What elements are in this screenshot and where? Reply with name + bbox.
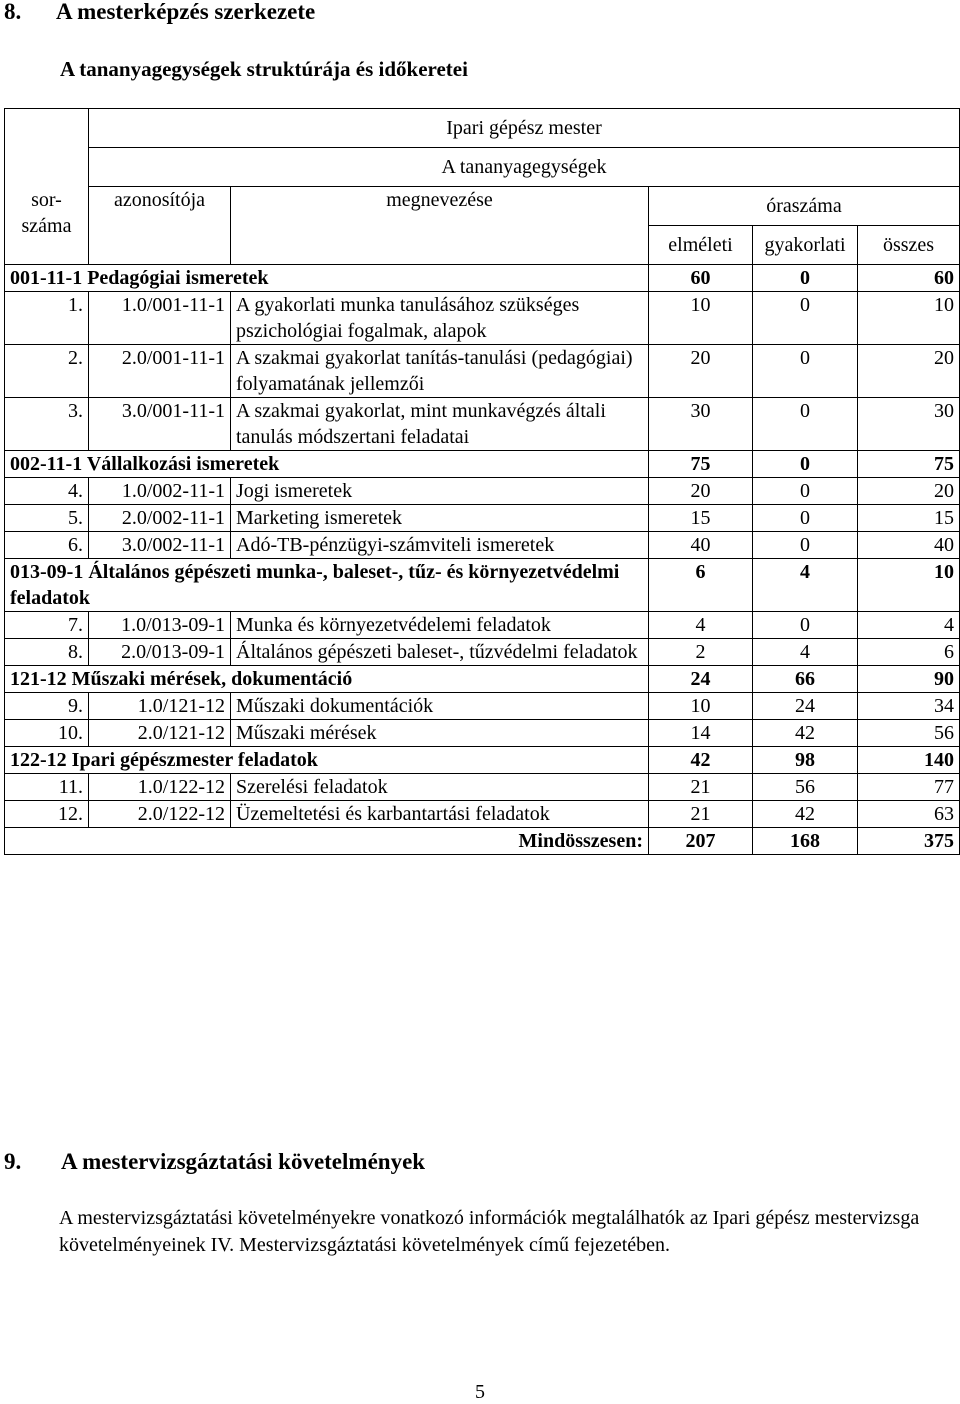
table-row — [5, 292, 960, 345]
row-identifier: 1.0/002-11-1 — [89, 478, 231, 505]
row-number: 9. — [5, 693, 89, 720]
total-label: Mindösszesen: — [5, 828, 649, 855]
row-identifier: 2.0/001-11-1 — [89, 345, 231, 398]
row-gyakorlati: 42 — [753, 801, 858, 828]
group-elmeleti: 42 — [649, 747, 753, 774]
col-header-oraszam: óraszáma — [649, 187, 960, 226]
header-title-1: Ipari gépész mester — [89, 109, 960, 148]
row-name: A szakmai gyakorlat tanítás-tanulási (pedagógiai) folyamatának jellemzői — [231, 345, 649, 398]
row-elmeleti: 14 — [649, 720, 753, 747]
row-identifier: 2.0/121-12 — [89, 720, 231, 747]
total-row — [5, 828, 960, 855]
row-name: Jogi ismeretek — [231, 478, 649, 505]
row-name: A szakmai gyakorlat, mint munkavégzés általi tanulás módszertani feladatai — [231, 398, 649, 451]
total-elmeleti: 207 — [649, 828, 753, 855]
group-osszes: 140 — [858, 747, 960, 774]
curriculum-structure-table — [4, 108, 960, 855]
row-gyakorlati: 24 — [753, 693, 858, 720]
row-number: 11. — [5, 774, 89, 801]
total-osszes: 375 — [858, 828, 960, 855]
col-header-azonosito: azonosítója — [89, 187, 231, 265]
row-number: 12. — [5, 801, 89, 828]
row-name: Marketing ismeretek — [231, 505, 649, 532]
group-osszes: 60 — [858, 265, 960, 292]
row-osszes: 30 — [858, 398, 960, 451]
row-elmeleti: 10 — [649, 292, 753, 345]
group-row — [5, 559, 960, 612]
row-osszes: 40 — [858, 532, 960, 559]
col-header-osszes: összes — [858, 226, 960, 265]
table-row — [5, 612, 960, 639]
row-identifier: 2.0/013-09-1 — [89, 639, 231, 666]
row-gyakorlati: 0 — [753, 532, 858, 559]
row-gyakorlati: 0 — [753, 345, 858, 398]
row-osszes: 20 — [858, 345, 960, 398]
table-row — [5, 478, 960, 505]
row-identifier: 1.0/013-09-1 — [89, 612, 231, 639]
table-row — [5, 774, 960, 801]
group-osszes: 90 — [858, 666, 960, 693]
table-subtitle: A tananyagegységek struktúrája és időkeretei — [60, 57, 468, 81]
row-name: Általános gépészeti baleset-, tűzvédelmi feladatok — [231, 639, 649, 666]
row-identifier: 1.0/122-12 — [89, 774, 231, 801]
row-gyakorlati: 0 — [753, 398, 858, 451]
row-gyakorlati: 4 — [753, 639, 858, 666]
section-8-heading — [4, 0, 315, 26]
row-elmeleti: 15 — [649, 505, 753, 532]
row-elmeleti: 21 — [649, 801, 753, 828]
col-header-sorszam: sor- száma — [5, 187, 89, 265]
total-gyakorlati: 168 — [753, 828, 858, 855]
row-elmeleti: 21 — [649, 774, 753, 801]
row-number: 10. — [5, 720, 89, 747]
row-gyakorlati: 42 — [753, 720, 858, 747]
row-number: 8. — [5, 639, 89, 666]
row-elmeleti: 20 — [649, 478, 753, 505]
table-row — [5, 345, 960, 398]
header-title-2: A tananyagegységek — [89, 148, 960, 187]
table-row — [5, 801, 960, 828]
row-gyakorlati: 0 — [753, 478, 858, 505]
group-title: 122-12 Ipari gépészmester feladatok — [5, 747, 649, 774]
requirements-paragraph: A mestervizsgáztatási követelményekre vonatkozó információk megtalálhatók az Ipari gépész mestervizsga követelményeinek IV. Mestervizsgáztatási követelmények című fejezetében. — [59, 1207, 920, 1256]
table-row — [5, 398, 960, 451]
row-osszes: 34 — [858, 693, 960, 720]
table-row — [5, 532, 960, 559]
row-osszes: 15 — [858, 505, 960, 532]
col-header-megnevezes: megnevezése — [231, 187, 649, 265]
group-gyakorlati: 98 — [753, 747, 858, 774]
row-gyakorlati: 0 — [753, 505, 858, 532]
group-elmeleti: 6 — [649, 559, 753, 612]
row-osszes: 10 — [858, 292, 960, 345]
row-osszes: 6 — [858, 639, 960, 666]
table-row — [5, 693, 960, 720]
header-blank-left-2 — [5, 148, 89, 187]
row-number: 1. — [5, 292, 89, 345]
row-number: 4. — [5, 478, 89, 505]
group-row — [5, 265, 960, 292]
row-identifier: 3.0/002-11-1 — [89, 532, 231, 559]
table-row — [5, 639, 960, 666]
col-header-elmeleti: elméleti — [649, 226, 753, 265]
col-header-gyakorlati: gyakorlati — [753, 226, 858, 265]
row-osszes: 20 — [858, 478, 960, 505]
section-9-number: 9. — [4, 1149, 22, 1174]
row-number: 3. — [5, 398, 89, 451]
group-title: 013-09-1 Általános gépészeti munka-, baleset-, tűz- és környezetvédelmi feladatok — [5, 559, 649, 612]
row-osszes: 63 — [858, 801, 960, 828]
group-title: 121-12 Műszaki mérések, dokumentáció — [5, 666, 649, 693]
table-row — [5, 720, 960, 747]
row-name: Szerelési feladatok — [231, 774, 649, 801]
row-name: Üzemeltetési és karbantartási feladatok — [231, 801, 649, 828]
row-identifier: 1.0/001-11-1 — [89, 292, 231, 345]
group-gyakorlati: 0 — [753, 265, 858, 292]
row-name: A gyakorlati munka tanulásához szükséges pszichológiai fogalmak, alapok — [231, 292, 649, 345]
page-number: 5 — [475, 1381, 485, 1403]
row-elmeleti: 40 — [649, 532, 753, 559]
group-osszes: 10 — [858, 559, 960, 612]
row-name: Adó-TB-pénzügyi-számviteli ismeretek — [231, 532, 649, 559]
row-gyakorlati: 0 — [753, 612, 858, 639]
row-number: 2. — [5, 345, 89, 398]
group-row — [5, 666, 960, 693]
header-blank-left — [5, 109, 89, 148]
row-name: Műszaki mérések — [231, 720, 649, 747]
row-osszes: 56 — [858, 720, 960, 747]
group-gyakorlati: 66 — [753, 666, 858, 693]
group-gyakorlati: 4 — [753, 559, 858, 612]
row-elmeleti: 30 — [649, 398, 753, 451]
section-9-title: A mestervizsgáztatási követelmények — [61, 1149, 426, 1174]
group-elmeleti: 75 — [649, 451, 753, 478]
row-elmeleti: 2 — [649, 639, 753, 666]
table-row — [5, 505, 960, 532]
row-gyakorlati: 56 — [753, 774, 858, 801]
row-osszes: 4 — [858, 612, 960, 639]
group-row — [5, 451, 960, 478]
row-name: Műszaki dokumentációk — [231, 693, 649, 720]
group-elmeleti: 24 — [649, 666, 753, 693]
row-identifier: 2.0/122-12 — [89, 801, 231, 828]
row-osszes: 77 — [858, 774, 960, 801]
row-elmeleti: 4 — [649, 612, 753, 639]
group-osszes: 75 — [858, 451, 960, 478]
section-9-heading — [4, 1148, 425, 1176]
row-number: 7. — [5, 612, 89, 639]
group-title: 002-11-1 Vállalkozási ismeretek — [5, 451, 649, 478]
row-identifier: 3.0/001-11-1 — [89, 398, 231, 451]
group-gyakorlati: 0 — [753, 451, 858, 478]
group-elmeleti: 60 — [649, 265, 753, 292]
row-name: Munka és környezetvédelemi feladatok — [231, 612, 649, 639]
row-elmeleti: 20 — [649, 345, 753, 398]
group-row — [5, 747, 960, 774]
group-title: 001-11-1 Pedagógiai ismeretek — [5, 265, 649, 292]
row-identifier: 2.0/002-11-1 — [89, 505, 231, 532]
section-8-number: 8. — [4, 0, 22, 24]
section-8-title: A mesterképzés szerkezete — [56, 0, 316, 24]
row-elmeleti: 10 — [649, 693, 753, 720]
row-identifier: 1.0/121-12 — [89, 693, 231, 720]
row-gyakorlati: 0 — [753, 292, 858, 345]
row-number: 5. — [5, 505, 89, 532]
row-number: 6. — [5, 532, 89, 559]
